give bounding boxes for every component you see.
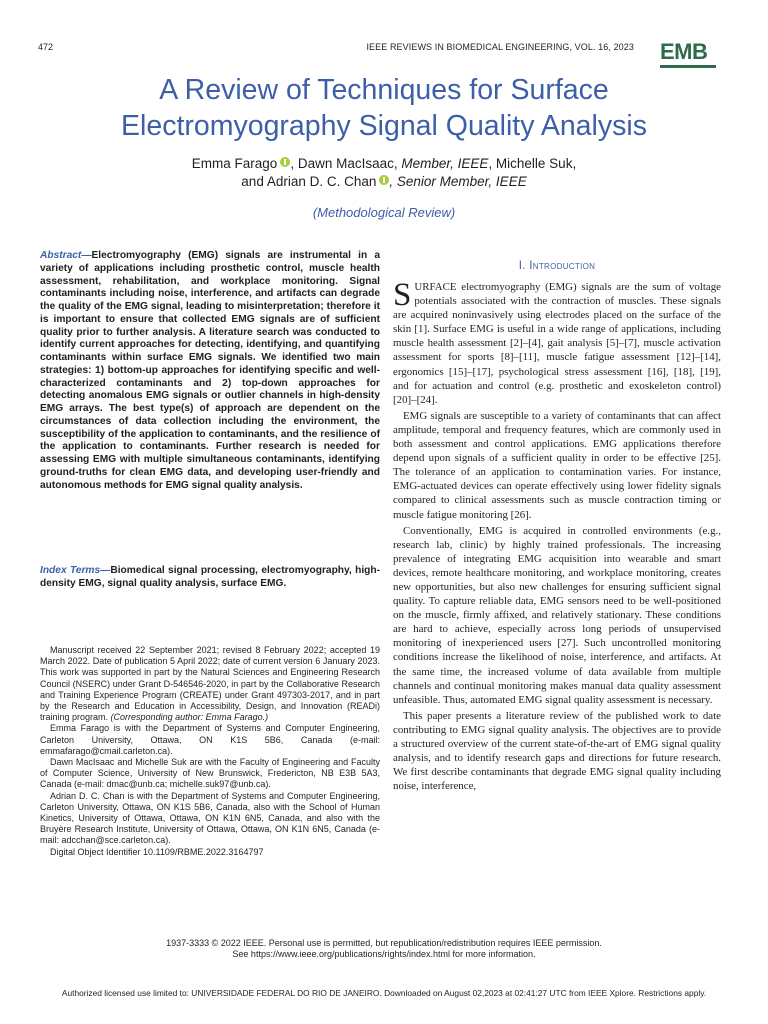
intro-lead: URFACE (414, 281, 457, 293)
abstract-text: Electromyography (EMG) signals are instrumental in a variety of applications including prosthetic control, muscle health assessment, rehabilitation, and workplace monitoring. Signal contaminants including noise, interference, and artifacts can degrade the quality of the EMG signal, leading to misinterpretation; therefore it is important to ensure that collected EMG signals are of sufficient quality prior to further analysis. A literature search was conducted to identify current approaches for detecting, identifying, and quantifying contaminants within surface EMG signals. We identified two main strategies: 1) bottom-up approaches for identifying specific and well-characterized contaminants and 2) top-down approaches for detecting anomalous EMG signals or outlier channels in high-density EMG arrays. The best type(s) of approach are dependent on the circumstances of data collection including the environment, the susceptibility of the application to contaminants, and the resilience of the application to contaminants. Further research is needed for assessing EMG with multiple simultaneous contaminants, identifying ground-truths for clean EMG data, and developing user-friendly and autonomous methods for EMG signal quality analysis. (40, 250, 380, 491)
abstract (40, 250, 380, 492)
abstract-label: Abstract— (40, 250, 92, 261)
copyright-notice (40, 938, 728, 960)
footnote-affiliation-1: Emma Farago is with the Department of Systems and Computer Engineering, Carleton University, Ottawa, ON K1S 5B6, Canada (e-mail: emmafarago@cmail.carleton.ca). (40, 723, 380, 756)
page-number: 472 (38, 42, 54, 52)
authorized-use-notice: Authorized licensed use limited to: UNIVERSIDADE FEDERAL DO RIO DE JANEIRO. Downloaded on August 02,2023 at 02:41:27 UTC from IEEE Xplore. Restrictions apply. (61, 988, 707, 998)
author-4-role: , Senior Member, IEEE (389, 174, 527, 189)
journal-header: IEEE REVIEWS IN BIOMEDICAL ENGINEERING, VOL. 16, 2023 (366, 42, 634, 52)
intro-paragraph-1: electromyography (EMG) signals are the sum of voltage potentials associated with the contraction of muscles. These signals are acquired noninvasively using electrodes placed on the surface of the skin [1]. Surface EMG is useful in a wide range of applications, including muscle health assessment [2]–[4], gait analysis [5]–[7], muscle activation assessment for sports [8]–[11], muscle fatigue assessment [12]–[14], ergonomics [15]–[17], psychological stress assessment [16], [18], [19], and for actuation and control (e.g. prosthetic and exoskeleton control) [20]–[24]. (393, 281, 721, 406)
index-terms-text: Biomedical signal processing, electromyography, high-density EMG, signal quality analysis, surface EMG. (40, 565, 380, 589)
orcid-icon[interactable] (379, 175, 389, 185)
manuscript-footnote (40, 645, 380, 858)
section-number: I. (518, 260, 530, 272)
emb-logo-text: EMB (660, 39, 708, 64)
intro-paragraph-4: This paper presents a literature review of the published work to date contributing to EMG signal quality analysis. The objectives are to provide a structured overview of the current state-of-the-art of EMG signal quality analysis, and to identify research gaps and directions for future research. We first describe contaminants that degrade EMG signal quality including noise, interference, (393, 709, 721, 793)
introduction-body (393, 277, 721, 795)
copyright-line-2: See https://www.ieee.org/publications/rights/index.html for more information. (232, 949, 536, 959)
index-terms-label: Index Terms— (40, 565, 111, 576)
footnote-doi: Digital Object Identifier 10.1109/RBME.2022.3164797 (50, 846, 264, 857)
intro-paragraph-2: EMG signals are susceptible to a variety of contaminants that can affect amplitude, temporal and frequency features, which are commonly used in both assessment and control applications. EMG applications therefore depend upon signals of a sufficient quality in order to be effective [25]. The tolerance of an application to contamination varies. For instance, EMG-actuated devices can operate effectively using lower fidelity signals compared to clinical assessments such as muscle contraction timing or muscle fatigue monitoring [26]. (393, 409, 721, 521)
author-3: , Michelle Suk, (488, 156, 577, 171)
footnote-corresponding: (Corresponding author: Emma Farago.) (110, 712, 269, 723)
emb-logo (660, 39, 718, 75)
author-1: Emma Farago (191, 156, 278, 171)
author-list (40, 155, 728, 191)
title-line-1: A Review of Techniques for Surface (159, 74, 609, 106)
emb-logo-underline-icon (660, 63, 718, 71)
section-heading (393, 260, 721, 272)
footnote-affiliation-2: Dawn MacIsaac and Michelle Suk are with the Faculty of Engineering and Faculty of Computer Science, University of New Brunswick, Fredericton, NB E3B 5A3, Canada (e-mail: dmac@unb.ca; michelle.suk97@unb.ca). (40, 757, 380, 790)
orcid-icon[interactable] (280, 157, 290, 167)
author-2-role: Member, IEEE (401, 156, 489, 171)
footnote-affiliation-3: Adrian D. C. Chan is with the Department of Systems and Computer Engineering, Carleton University, Ottawa, ON K1S 5B6, Canada, also with the School of Human Kinetics, University of Ottawa, Ottawa, ON K1N 6N5, Canada, and also with the Bruyère Research Institute, University of Ottawa, Ottawa, ON K1N 6N5, Canada (e-mail: adcchan@sce.carleton.ca). (40, 790, 380, 846)
drop-cap: S (393, 277, 412, 313)
title-line-2: Electromyography Signal Quality Analysis (121, 110, 647, 142)
review-type: (Methodological Review) (312, 205, 456, 220)
copyright-line-1: 1937-3333 © 2022 IEEE. Personal use is permitted, but republication/redistribution requires IEEE permission. (166, 938, 602, 948)
author-2: , Dawn MacIsaac, (290, 156, 402, 171)
footnote-funding: Manuscript received 22 September 2021; revised 8 February 2022; accepted 19 March 2022. Date of publication 5 April 2022; date of current version 6 January 2023. This work was supported in part by the Natural Sciences and Engineering Research Council (NSERC) under Grant D-546546-2020, in part by the Collaborative Research and Training Experience Program (CREATE) under Grant 497303-2017, and in part by the Research and Education in Accessibility, Design, and Innovation (READi) training program. (40, 645, 380, 723)
index-terms (40, 565, 380, 591)
author-4: and Adrian D. C. Chan (241, 174, 377, 189)
section-title: Introduction (529, 260, 596, 272)
paper-title (40, 72, 728, 144)
intro-paragraph-3: Conventionally, EMG is acquired in controlled environments (e.g., research lab, clinic) by highly trained professionals. The increasing prevalence of integrating EMG acquisition into wearable and smart devices, remote healthcare monitoring, and workplace monitoring, creates new opportunities, but also new challenges for ensuring sufficient signal quality. To capture reliable data, EMG sensors need to be well-positioned on the muscle, firmly affixed, and relatively stationary. These conditions are hard to achieve, especially across long periods of unsupervised monitoring of inexperienced users [27]. Such uncontrolled monitoring conditions increase the likelihood of noise, interference, and artifacts. At the same time, the increased volume of data available from multiple channels and continual monitoring makes manual data quality assessment unfeasible. Thus, automated EMG signal quality assessment is necessary. (393, 524, 721, 706)
